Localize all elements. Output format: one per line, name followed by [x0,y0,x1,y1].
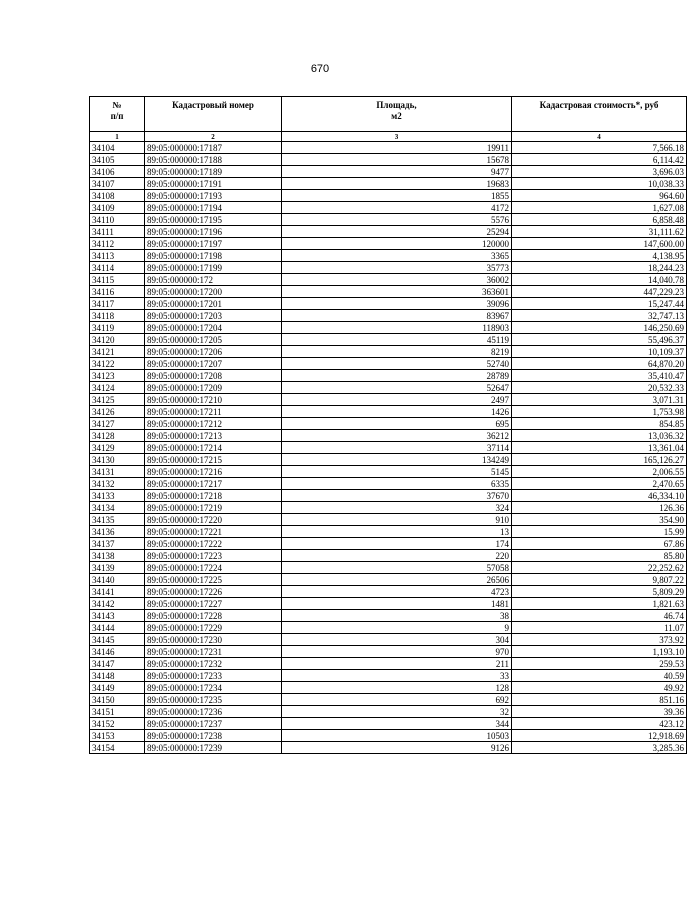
area-cell: 15678 [282,154,512,166]
row-index-cell: 34145 [90,634,145,646]
table-row [90,406,687,418]
cadastral-number-cell: 89:05:000000:17226 [145,586,282,598]
area-cell: 19911 [282,142,512,154]
table-row [90,442,687,454]
cadastral-number-cell: 89:05:000000:17214 [145,442,282,454]
table-row [90,382,687,394]
cadastral-value-cell: 49.92 [512,682,687,694]
area-cell: 32 [282,706,512,718]
area-cell: 35773 [282,262,512,274]
row-index-cell: 34115 [90,274,145,286]
table-row [90,286,687,298]
area-cell: 344 [282,718,512,730]
cadastral-number-cell: 89:05:000000:17238 [145,730,282,742]
cadastral-number-cell: 89:05:000000:17197 [145,238,282,250]
cadastral-number-cell: 89:05:000000:17210 [145,394,282,406]
cadastral-value-cell: 6,114.42 [512,154,687,166]
table-row [90,298,687,310]
area-cell: 1481 [282,598,512,610]
area-cell: 5145 [282,466,512,478]
cadastral-value-cell: 13,361.04 [512,442,687,454]
row-index-cell: 34107 [90,178,145,190]
row-index-cell: 34134 [90,502,145,514]
cadastral-value-cell: 85.80 [512,550,687,562]
cadastral-number-cell: 89:05:000000:17227 [145,598,282,610]
cadastral-number-cell: 89:05:000000:17209 [145,382,282,394]
table-row [90,334,687,346]
table-row [90,718,687,730]
row-index-cell: 34121 [90,346,145,358]
cadastral-number-cell: 89:05:000000:17230 [145,634,282,646]
cadastral-value-cell: 165,126.27 [512,454,687,466]
area-cell: 28789 [282,370,512,382]
cadastral-value-cell: 9,807.22 [512,574,687,586]
row-index-cell: 34151 [90,706,145,718]
cadastral-value-cell: 11.07 [512,622,687,634]
row-index-cell: 34138 [90,550,145,562]
cadastral-number-cell: 89:05:000000:17212 [145,418,282,430]
table-row [90,646,687,658]
row-index-cell: 34104 [90,142,145,154]
row-index-cell: 34120 [90,334,145,346]
cadastral-number-cell: 89:05:000000:17224 [145,562,282,574]
area-cell: 970 [282,646,512,658]
row-index-cell: 34117 [90,298,145,310]
cadastral-value-cell: 146,250.69 [512,322,687,334]
cadastral-value-cell: 354.90 [512,514,687,526]
column-number: 3 [282,132,512,142]
row-index-cell: 34132 [90,478,145,490]
column-number: 4 [512,132,687,142]
table-row [90,622,687,634]
cadastral-value-cell: 15,247.44 [512,298,687,310]
row-index-cell: 34118 [90,310,145,322]
row-index-cell: 34131 [90,466,145,478]
row-index-cell: 34122 [90,358,145,370]
table-row [90,550,687,562]
header-cadastral-number [145,97,282,132]
cadastral-value-cell: 40.59 [512,670,687,682]
area-cell: 57058 [282,562,512,574]
cadastral-value-cell: 31,111.62 [512,226,687,238]
row-index-cell: 34130 [90,454,145,466]
row-index-cell: 34136 [90,526,145,538]
cadastral-number-cell: 89:05:000000:17225 [145,574,282,586]
cadastral-number-cell: 89:05:000000:17221 [145,526,282,538]
area-cell: 26506 [282,574,512,586]
cadastral-value-cell: 5,809.29 [512,586,687,598]
cadastral-number-cell: 89:05:000000:17215 [145,454,282,466]
cadastral-value-cell: 13,036.32 [512,430,687,442]
cadastral-number-cell: 89:05:000000:17187 [145,142,282,154]
area-cell: 6335 [282,478,512,490]
cadastral-number-cell: 89:05:000000:17234 [145,682,282,694]
table-row [90,226,687,238]
table-row [90,454,687,466]
header-cadastral-value [512,97,687,132]
row-index-cell: 34128 [90,430,145,442]
row-index-cell: 34150 [90,694,145,706]
row-index-cell: 34110 [90,214,145,226]
table-row [90,634,687,646]
table-row [90,526,687,538]
cadastral-number-cell: 89:05:000000:17219 [145,502,282,514]
cadastral-number-cell: 89:05:000000:17207 [145,358,282,370]
cadastral-value-cell: 3,285.36 [512,742,687,754]
table-row [90,610,687,622]
table-row [90,598,687,610]
table-row [90,502,687,514]
area-cell: 38 [282,610,512,622]
row-index-cell: 34140 [90,574,145,586]
table-row [90,202,687,214]
table-row [90,418,687,430]
cadastral-value-cell: 35,410.47 [512,370,687,382]
cadastral-number-cell: 89:05:000000:17222 [145,538,282,550]
table-row [90,574,687,586]
cadastral-value-cell: 7,566.18 [512,142,687,154]
cadastral-number-cell: 89:05:000000:17232 [145,658,282,670]
cadastral-value-cell: 147,600.00 [512,238,687,250]
area-cell: 4172 [282,202,512,214]
cadastral-number-cell: 89:05:000000:17218 [145,490,282,502]
area-cell: 39096 [282,298,512,310]
cadastral-value-cell: 259.53 [512,658,687,670]
cadastral-number-cell: 89:05:000000:17217 [145,478,282,490]
cadastral-number-cell: 89:05:000000:17223 [145,550,282,562]
cadastral-number-cell: 89:05:000000:17199 [145,262,282,274]
area-cell: 13 [282,526,512,538]
cadastral-number-cell: 89:05:000000:17191 [145,178,282,190]
header-area-label: Площадь, м2 [376,100,417,121]
table-row [90,706,687,718]
cadastral-number-cell: 89:05:000000:17195 [145,214,282,226]
row-index-cell: 34135 [90,514,145,526]
cadastral-value-cell: 964.60 [512,190,687,202]
column-number: 2 [145,132,282,142]
row-index-cell: 34154 [90,742,145,754]
cadastral-value-cell: 447,229.23 [512,286,687,298]
area-cell: 33 [282,670,512,682]
cadastral-number-cell: 89:05:000000:17237 [145,718,282,730]
row-index-cell: 34111 [90,226,145,238]
cadastral-number-cell: 89:05:000000:17203 [145,310,282,322]
cadastral-table [89,96,687,754]
table-row [90,730,687,742]
cadastral-value-cell: 1,193.10 [512,646,687,658]
cadastral-number-cell: 89:05:000000:17216 [145,466,282,478]
cadastral-number-cell: 89:05:000000:17194 [145,202,282,214]
cadastral-number-cell: 89:05:000000:17189 [145,166,282,178]
header-row-number-label: № п/п [110,100,124,121]
table-row [90,490,687,502]
area-cell: 9 [282,622,512,634]
row-index-cell: 34152 [90,718,145,730]
area-cell: 25294 [282,226,512,238]
cadastral-value-cell: 46.74 [512,610,687,622]
cadastral-value-cell: 854.85 [512,418,687,430]
area-cell: 10503 [282,730,512,742]
cadastral-value-cell: 14,040.78 [512,274,687,286]
area-cell: 52740 [282,358,512,370]
cadastral-number-cell: 89:05:000000:172 [145,274,282,286]
area-cell: 19683 [282,178,512,190]
table-row [90,394,687,406]
cadastral-value-cell: 2,006.55 [512,466,687,478]
row-index-cell: 34133 [90,490,145,502]
table-row [90,670,687,682]
cadastral-value-cell: 126.36 [512,502,687,514]
header-row-number [90,97,145,132]
row-index-cell: 34124 [90,382,145,394]
cadastral-number-cell: 89:05:000000:17201 [145,298,282,310]
area-cell: 37114 [282,442,512,454]
cadastral-value-cell: 851.16 [512,694,687,706]
cadastral-value-cell: 46,334.10 [512,490,687,502]
table-row [90,514,687,526]
cadastral-value-cell: 32,747.13 [512,310,687,322]
row-index-cell: 34114 [90,262,145,274]
table-row [90,694,687,706]
row-index-cell: 34112 [90,238,145,250]
area-cell: 37670 [282,490,512,502]
row-index-cell: 34143 [90,610,145,622]
header-cadastral-number-label: Кадастровый номер [172,100,254,110]
cadastral-value-cell: 18,244.23 [512,262,687,274]
row-index-cell: 34149 [90,682,145,694]
row-index-cell: 34137 [90,538,145,550]
header-row [90,97,687,132]
cadastral-number-cell: 89:05:000000:17228 [145,610,282,622]
row-index-cell: 34109 [90,202,145,214]
area-cell: 1855 [282,190,512,202]
table-row [90,310,687,322]
area-cell: 2497 [282,394,512,406]
row-index-cell: 34144 [90,622,145,634]
table-row [90,322,687,334]
area-cell: 4723 [282,586,512,598]
table-row [90,238,687,250]
row-index-cell: 34106 [90,166,145,178]
cadastral-number-cell: 89:05:000000:17198 [145,250,282,262]
row-index-cell: 34116 [90,286,145,298]
cadastral-number-cell: 89:05:000000:17239 [145,742,282,754]
row-index-cell: 34126 [90,406,145,418]
table-row [90,742,687,754]
cadastral-value-cell: 3,071.31 [512,394,687,406]
cadastral-value-cell: 22,252.62 [512,562,687,574]
area-cell: 52647 [282,382,512,394]
table-row [90,166,687,178]
cadastral-number-cell: 89:05:000000:17208 [145,370,282,382]
cadastral-number-cell: 89:05:000000:17220 [145,514,282,526]
table-row [90,682,687,694]
cadastral-value-cell: 423.12 [512,718,687,730]
cadastral-value-cell: 10,038.33 [512,178,687,190]
row-index-cell: 34139 [90,562,145,574]
table-row [90,562,687,574]
area-cell: 3365 [282,250,512,262]
column-number-row [90,132,687,142]
table-row [90,274,687,286]
table-row [90,478,687,490]
table-row [90,658,687,670]
area-cell: 363601 [282,286,512,298]
table-row [90,538,687,550]
cadastral-value-cell: 373.92 [512,634,687,646]
row-index-cell: 34113 [90,250,145,262]
page-number: 670 [310,63,330,75]
cadastral-number-cell: 89:05:000000:17233 [145,670,282,682]
row-index-cell: 34142 [90,598,145,610]
row-index-cell: 34148 [90,670,145,682]
cadastral-value-cell: 4,138.95 [512,250,687,262]
table-row [90,586,687,598]
cadastral-number-cell: 89:05:000000:17204 [145,322,282,334]
table-row [90,262,687,274]
cadastral-number-cell: 89:05:000000:17200 [145,286,282,298]
cadastral-value-cell: 3,696.03 [512,166,687,178]
area-cell: 8219 [282,346,512,358]
cadastral-value-cell: 1,627.08 [512,202,687,214]
cadastral-value-cell: 20,532.33 [512,382,687,394]
area-cell: 910 [282,514,512,526]
area-cell: 220 [282,550,512,562]
cadastral-number-cell: 89:05:000000:17196 [145,226,282,238]
area-cell: 128 [282,682,512,694]
header-area [282,97,512,132]
cadastral-number-cell: 89:05:000000:17229 [145,622,282,634]
cadastral-number-cell: 89:05:000000:17236 [145,706,282,718]
area-cell: 83967 [282,310,512,322]
cadastral-value-cell: 1,753.98 [512,406,687,418]
area-cell: 174 [282,538,512,550]
row-index-cell: 34108 [90,190,145,202]
area-cell: 36002 [282,274,512,286]
row-index-cell: 34119 [90,322,145,334]
area-cell: 695 [282,418,512,430]
area-cell: 134249 [282,454,512,466]
table-body [90,142,687,754]
area-cell: 45119 [282,334,512,346]
cadastral-number-cell: 89:05:000000:17235 [145,694,282,706]
table-row [90,430,687,442]
cadastral-number-cell: 89:05:000000:17231 [145,646,282,658]
table-row [90,346,687,358]
table-row [90,154,687,166]
area-cell: 211 [282,658,512,670]
area-cell: 36212 [282,430,512,442]
cadastral-number-cell: 89:05:000000:17206 [145,346,282,358]
cadastral-number-cell: 89:05:000000:17188 [145,154,282,166]
cadastral-number-cell: 89:05:000000:17211 [145,406,282,418]
cadastral-value-cell: 15.99 [512,526,687,538]
table-row [90,358,687,370]
cadastral-number-cell: 89:05:000000:17205 [145,334,282,346]
column-number: 1 [90,132,145,142]
table-row [90,190,687,202]
cadastral-number-cell: 89:05:000000:17193 [145,190,282,202]
area-cell: 9477 [282,166,512,178]
row-index-cell: 34146 [90,646,145,658]
area-cell: 1426 [282,406,512,418]
row-index-cell: 34125 [90,394,145,406]
table-row [90,142,687,154]
cadastral-value-cell: 39.36 [512,706,687,718]
table-row [90,370,687,382]
row-index-cell: 34141 [90,586,145,598]
area-cell: 118903 [282,322,512,334]
area-cell: 5576 [282,214,512,226]
row-index-cell: 34147 [90,658,145,670]
cadastral-value-cell: 55,496.37 [512,334,687,346]
cadastral-value-cell: 10,109.37 [512,346,687,358]
area-cell: 324 [282,502,512,514]
row-index-cell: 34105 [90,154,145,166]
cadastral-value-cell: 2,470.65 [512,478,687,490]
area-cell: 304 [282,634,512,646]
table-row [90,466,687,478]
area-cell: 120000 [282,238,512,250]
cadastral-number-cell: 89:05:000000:17213 [145,430,282,442]
row-index-cell: 34123 [90,370,145,382]
table-row [90,214,687,226]
row-index-cell: 34129 [90,442,145,454]
cadastral-value-cell: 1,821.63 [512,598,687,610]
row-index-cell: 34127 [90,418,145,430]
header-cadastral-value-label: Кадастровая стоимость*, руб [539,100,659,110]
area-cell: 9126 [282,742,512,754]
cadastral-value-cell: 6,858.48 [512,214,687,226]
cadastral-value-cell: 64,870.20 [512,358,687,370]
cadastral-value-cell: 12,918.69 [512,730,687,742]
row-index-cell: 34153 [90,730,145,742]
cadastral-value-cell: 67.86 [512,538,687,550]
table-row [90,178,687,190]
area-cell: 692 [282,694,512,706]
table-row [90,250,687,262]
